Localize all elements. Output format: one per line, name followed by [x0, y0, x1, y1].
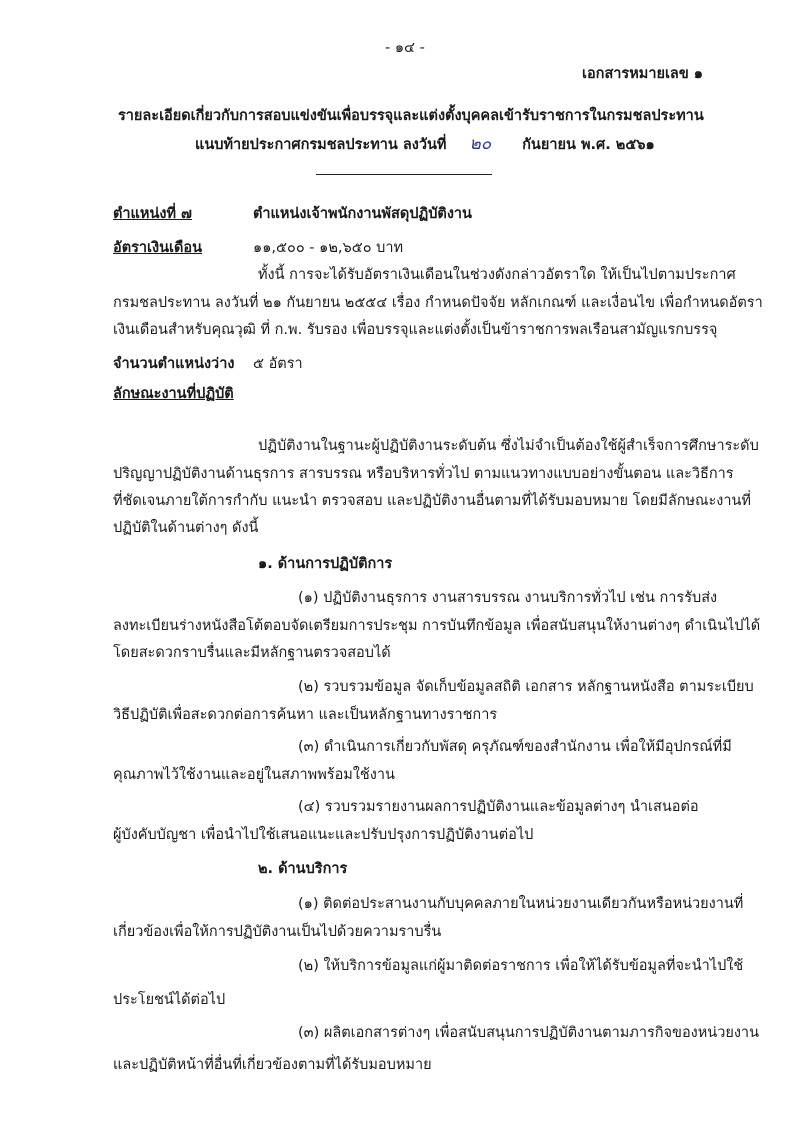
- subtitle-prefix: แนบท้ายประกาศกรมชลประทาน ลงวันที่: [195, 137, 447, 153]
- section-1-item-4: ผู้บังคับบัญชา เพื่อนำไปใช้เสนอแนะและปรับปรุงการปฏิบัติงานต่อไป: [113, 827, 534, 843]
- vacancies-label: จำนวนตำแหน่งว่าง: [113, 356, 235, 372]
- section-1-item-3: (๓) ดำเนินการเกี่ยวกับพัสดุ ครุภัณฑ์ของสำนักงาน เพื่อให้มีอุปกรณ์ที่มี: [298, 739, 732, 755]
- job-nature-intro-line: ที่ชัดเจนภายใต้การกำกับ แนะนำ ตรวจสอบ และปฏิบัติงานอื่นตามที่ได้รับมอบหมาย โดยมีลักษณะงานที่: [113, 493, 751, 509]
- section-2-item-2: (๒) ให้บริการข้อมูลแก่ผู้มาติดต่อราชการ เพื่อให้ได้รับข้อมูลที่จะนำไปใช้: [298, 958, 744, 974]
- salary-label: อัตราเงินเดือน: [113, 240, 202, 256]
- vacancies-value: ๕ อัตรา: [253, 356, 303, 372]
- document-reference: เอกสารหมายเลข ๑: [582, 66, 703, 82]
- salary-note-line: ทั้งนี้ การจะได้รับอัตราเงินเดือนในช่วงดังกล่าวอัตราใด ให้เป็นไปตามประกาศ: [258, 267, 736, 283]
- section-1-item-2: วิธีปฏิบัติเพื่อสะดวกต่อการค้นหา และเป็นหลักฐานทางราชการ: [113, 707, 498, 723]
- title-divider: [316, 174, 492, 175]
- position-value: ตำแหน่งเจ้าพนักงานพัสดุปฏิบัติงาน: [253, 206, 472, 222]
- salary-note-line: กรมชลประทาน ลงวันที่ ๒๑ กันยายน ๒๕๕๔ เรื่อง กำหนดปัจจัย หลักเกณฑ์ และเงื่อนไข เพื่อกำหนดอัตรา: [113, 295, 763, 311]
- section-2-title: ๒. ด้านบริการ: [258, 861, 348, 877]
- section-1-item-3: คุณภาพไว้ใช้งานและอยู่ในสภาพพร้อมใช้งาน: [113, 767, 395, 783]
- job-nature-intro-line: ปริญญาปฏิบัติงานด้านธุรการ สารบรรณ หรือบริหารทั่วไป ตามแนวทางแบบอย่างขั้นตอน และวิธีการ: [113, 466, 734, 482]
- page-number: - ๑๔ -: [385, 40, 425, 56]
- section-2-item-3: และปฏิบัติหน้าที่อื่นที่เกี่ยวข้องตามที่ได้รับมอบหมาย: [113, 1057, 432, 1073]
- section-2-item-1: เกี่ยวข้องเพื่อให้การปฏิบัติงานเป็นไปด้วยความราบรื่น: [113, 924, 442, 940]
- section-1-item-4: (๔) รวบรวมรายงานผลการปฏิบัติงานและข้อมูลต่างๆ นำเสนอต่อ: [298, 799, 699, 815]
- salary-value: ๑๑,๕๐๐ - ๑๒,๖๕๐ บาท: [253, 240, 404, 256]
- handwritten-date: ๒๐: [469, 134, 492, 154]
- document-title: รายละเอียดเกี่ยวกับการสอบแข่งขันเพื่อบรรจุและแต่งตั้งบุคคลเข้ารับราชการในกรมชลประทาน: [118, 108, 704, 124]
- job-nature-intro-line: ปฏิบัติงานในฐานะผู้ปฏิบัติงานระดับต้น ซึ่งไม่จำเป็นต้องใช้ผู้สำเร็จการศึกษาระดับ: [258, 438, 759, 454]
- job-nature-intro-line: ปฏิบัติในด้านต่างๆ ดังนี้: [113, 520, 259, 536]
- document-subtitle: [195, 134, 655, 155]
- section-1-item-2: (๒) รวบรวมข้อมูล จัดเก็บข้อมูลสถิติ เอกสาร หลักฐานหนังสือ ตามระเบียบ: [298, 679, 754, 695]
- salary-note-line: เงินเดือนสำหรับคุณวุฒิ ที่ ก.พ. รับรอง เพื่อบรรจุและแต่งตั้งเป็นข้าราชการพลเรือนสามัญแรกบรรจุ: [113, 322, 718, 338]
- section-1-item-1: (๑) ปฏิบัติงานธุรการ งานสารบรรณ งานบริการทั่วไป เช่น การรับส่ง: [298, 590, 718, 606]
- section-1-item-1: ลงทะเบียนร่างหนังสือโต้ตอบจัดเตรียมการประชุม การบันทึกข้อมูล เพื่อสนับสนุนให้งานต่างๆ ดำเนินไปได้: [113, 618, 761, 634]
- section-1-item-1: โดยสะดวกราบรื่นและมีหลักฐานตรวจสอบได้: [113, 645, 391, 661]
- section-2-item-2: ประโยชน์ได้ต่อไป: [113, 992, 226, 1008]
- job-nature-heading: ลักษณะงานที่ปฏิบัติ: [113, 386, 234, 402]
- section-2-item-3: (๓) ผลิตเอกสารต่างๆ เพื่อสนับสนุนการปฏิบัติงานตามภารกิจของหน่วยงาน: [298, 1025, 759, 1041]
- section-2-item-1: (๑) ติดต่อประสานงานกับบุคคลภายในหน่วยงานเดียวกันหรือหน่วยงานที่: [298, 896, 744, 912]
- subtitle-suffix: กันยายน พ.ศ. ๒๕๖๑: [522, 137, 655, 153]
- position-label: ตำแหน่งที่ ๗: [113, 206, 192, 222]
- section-1-title: ๑. ด้านการปฏิบัติการ: [258, 556, 393, 572]
